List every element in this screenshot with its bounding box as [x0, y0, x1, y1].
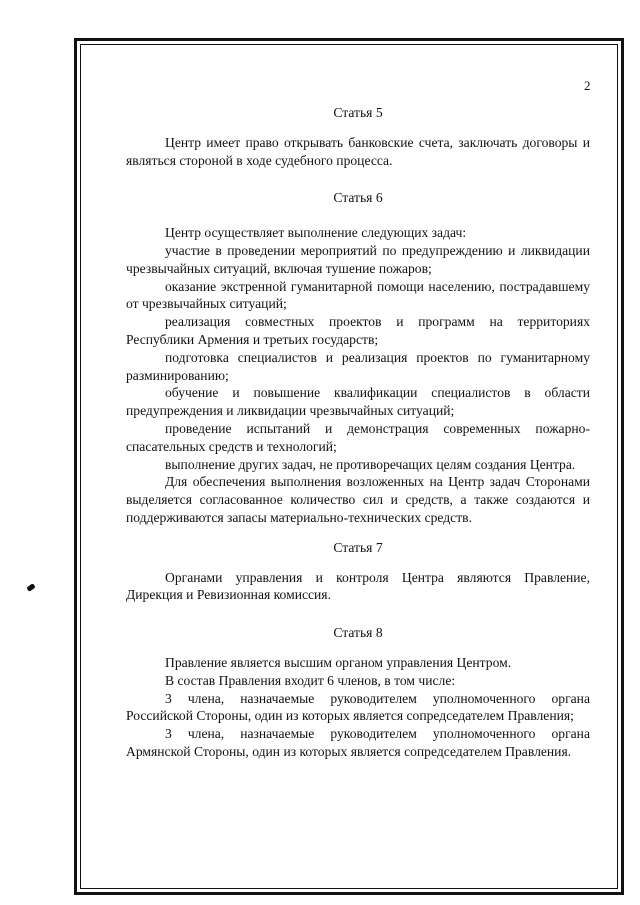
article-6-heading: Статья 6 [333, 190, 383, 206]
article-6-item: выполнение других задач, не противоречащих целям создания Центра. [165, 456, 576, 472]
article-6-item: проведение испытаний и демонстрация современных пожарно-спасательных средств и технологий; [126, 420, 590, 454]
article-8-paragraph: В состав Правления входит 6 членов, в том числе: [165, 672, 456, 688]
article-7-paragraph: Органами управления и контроля Центра являются Правление, Дирекция и Ревизионная комиссия. [126, 569, 590, 603]
article-8-heading: Статья 8 [333, 625, 383, 641]
document-body [126, 104, 590, 761]
article-6-item: реализация совместных проектов и программ на территориях Республики Армения и третьих государств; [126, 314, 590, 347]
article-8-paragraph: 3 члена, назначаемые руководителем уполномоченного органа Армянской Стороны, один из которых является сопредседателем Правления. [126, 726, 590, 759]
article-8-paragraph: 3 члена, назначаемые руководителем уполномоченного органа Российской Стороны, один из которых является сопредседателем Правления; [126, 690, 590, 724]
article-5-heading: Статья 5 [333, 105, 383, 120]
article-7-heading: Статья 7 [333, 539, 383, 555]
scan-mark [26, 583, 35, 592]
article-8-paragraph: Правление является высшим органом управления Центром. [165, 654, 512, 670]
page-number: 2 [584, 78, 591, 93]
article-6-item: обучение и повышение квалификации специалистов в области предупреждения и ликвидации чрезвычайных ситуаций; [126, 385, 590, 419]
article-6-item: оказание экстренной гуманитарной помощи населению, пострадавшему от чрезвычайных ситуаций; [126, 278, 590, 312]
article-6-paragraph: Для обеспечения выполнения возложенных на Центр задач Сторонами выделяется согласованное количество сил и средств, а также создаются и поддерживаются запасы материально-технических средств. [126, 474, 590, 525]
article-6-intro: Центр осуществляет выполнение следующих задач: [165, 225, 467, 241]
article-6-item: подготовка специалистов и реализация проектов по гуманитарному разминированию; [126, 349, 590, 383]
article-6-item: участие в проведении мероприятий по предупреждению и ликвидации чрезвычайных ситуаций, включая тушение пожаров; [126, 242, 590, 276]
article-5-paragraph: Центр имеет право открывать банковские счета, заключать договоры и являться стороной в ходе судебного процесса. [126, 134, 590, 168]
